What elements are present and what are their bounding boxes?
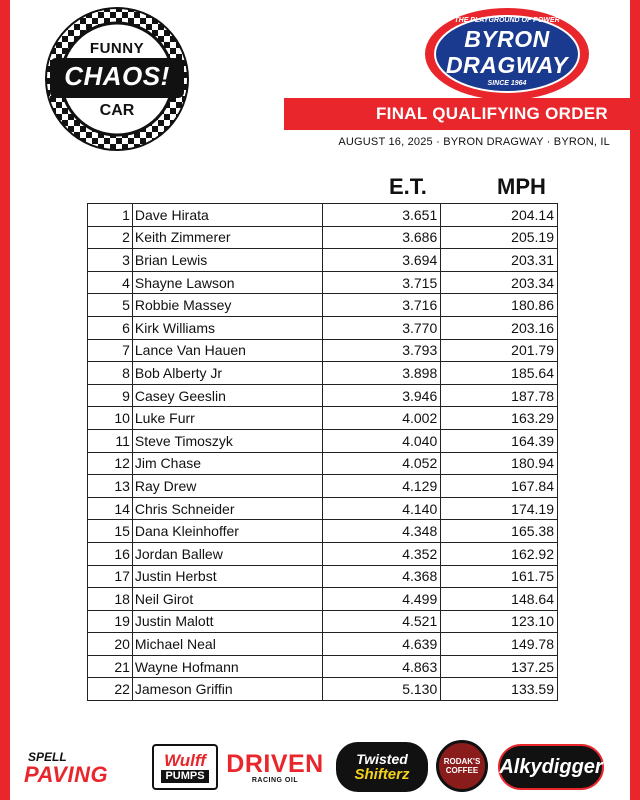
mph-cell: 187.78 (441, 384, 558, 407)
mph-cell: 205.19 (441, 226, 558, 249)
et-cell: 4.521 (322, 610, 441, 633)
wulff-logo-line1: Wulff (164, 750, 206, 770)
et-cell: 3.686 (322, 226, 441, 249)
table-row (88, 294, 558, 317)
mph-cell: 180.86 (441, 294, 558, 317)
mph-cell: 161.75 (441, 565, 558, 588)
driver-name-cell: Lance Van Hauen (132, 339, 322, 362)
position-cell: 13 (88, 475, 133, 498)
table-row (88, 633, 558, 656)
et-cell: 4.140 (322, 497, 441, 520)
spell-logo-line2: PAVING (24, 762, 109, 787)
table-row (88, 429, 558, 452)
position-cell: 22 (88, 678, 133, 701)
et-cell: 3.898 (322, 362, 441, 385)
driver-name-cell: Kirk Williams (132, 316, 322, 339)
et-cell: 4.040 (322, 429, 441, 452)
position-cell: 5 (88, 294, 133, 317)
mph-cell: 133.59 (441, 678, 558, 701)
byron-tagline: THE PLAYGROUND OF POWER (454, 17, 560, 24)
table-row (88, 271, 558, 294)
et-cell: 4.499 (322, 588, 441, 611)
driver-name-cell: Bob Alberty Jr (132, 362, 322, 385)
mph-cell: 165.38 (441, 520, 558, 543)
table-row (88, 407, 558, 430)
position-cell: 20 (88, 633, 133, 656)
driver-name-cell: Casey Geeslin (132, 384, 322, 407)
mph-cell: 149.78 (441, 633, 558, 656)
mph-cell: 174.19 (441, 497, 558, 520)
position-cell: 1 (88, 204, 133, 227)
table-row (88, 226, 558, 249)
et-cell: 4.052 (322, 452, 441, 475)
position-cell: 7 (88, 339, 133, 362)
alky-logo-text: Alkydigger (499, 755, 603, 778)
driver-name-cell: Brian Lewis (132, 249, 322, 272)
driver-name-cell: Steve Timoszyk (132, 429, 322, 452)
position-cell: 12 (88, 452, 133, 475)
table-row (88, 475, 558, 498)
position-cell: 6 (88, 316, 133, 339)
badge-line-funny: FUNNY (89, 40, 145, 57)
driver-name-cell: Chris Schneider (132, 497, 322, 520)
position-cell: 16 (88, 542, 133, 565)
position-cell: 17 (88, 565, 133, 588)
left-red-border (0, 0, 10, 800)
driven-racing-oil-logo (225, 748, 325, 786)
title-banner (284, 98, 630, 130)
table-row (88, 610, 558, 633)
right-red-border (630, 0, 640, 800)
position-cell: 19 (88, 610, 133, 633)
position-cell: 15 (88, 520, 133, 543)
twisted-shifterz-logo (336, 742, 428, 792)
mph-cell: 180.94 (441, 452, 558, 475)
table-row (88, 384, 558, 407)
mph-cell: 162.92 (441, 542, 558, 565)
rodaks-coffee-logo (436, 740, 488, 792)
qualifying-results-table (87, 203, 558, 701)
alkydigger-logo (498, 744, 604, 790)
mph-cell: 203.34 (441, 271, 558, 294)
mph-cell: 203.16 (441, 316, 558, 339)
position-cell: 18 (88, 588, 133, 611)
et-cell: 3.946 (322, 384, 441, 407)
driver-name-cell: Robbie Massey (132, 294, 322, 317)
wulff-pumps-logo (152, 744, 218, 790)
et-cell: 3.716 (322, 294, 441, 317)
table-row (88, 316, 558, 339)
byron-dragway-logo (423, 6, 591, 102)
table-row (88, 249, 558, 272)
mph-cell: 123.10 (441, 610, 558, 633)
rodak-logo-line1: RODAK'S (443, 757, 481, 766)
table-row (88, 497, 558, 520)
spell-paving-logo (24, 748, 146, 788)
wulff-logo-line2: PUMPS (161, 770, 208, 783)
badge-line-car: CAR (99, 102, 135, 119)
driver-name-cell: Jordan Ballew (132, 542, 322, 565)
et-cell: 4.129 (322, 475, 441, 498)
mph-cell: 167.84 (441, 475, 558, 498)
mph-cell: 201.79 (441, 339, 558, 362)
mph-cell: 137.25 (441, 655, 558, 678)
twisted-logo-line2: Shifterz (354, 765, 410, 783)
driven-logo-line2: RACING OIL (251, 776, 299, 784)
position-cell: 21 (88, 655, 133, 678)
mph-cell: 148.64 (441, 588, 558, 611)
et-cell: 3.793 (322, 339, 441, 362)
et-cell: 5.130 (322, 678, 441, 701)
table-row (88, 678, 558, 701)
driven-logo-line1: DRIVEN (226, 749, 324, 778)
driver-name-cell: Jameson Griffin (132, 678, 322, 701)
mph-cell: 203.31 (441, 249, 558, 272)
table-row (88, 542, 558, 565)
position-cell: 11 (88, 429, 133, 452)
spell-logo-line1: SPELL (28, 750, 67, 764)
event-date-location: AUGUST 16, 2025 · BYRON DRAGWAY · BYRON, IL (338, 136, 610, 148)
position-cell: 10 (88, 407, 133, 430)
driver-name-cell: Keith Zimmerer (132, 226, 322, 249)
table-row (88, 520, 558, 543)
position-cell: 3 (88, 249, 133, 272)
table-row (88, 655, 558, 678)
mph-cell: 164.39 (441, 429, 558, 452)
table-row (88, 565, 558, 588)
position-cell: 14 (88, 497, 133, 520)
mph-cell: 163.29 (441, 407, 558, 430)
driver-name-cell: Shayne Lawson (132, 271, 322, 294)
rodak-logo-line2: COFFEE (445, 766, 479, 775)
driver-name-cell: Justin Malott (132, 610, 322, 633)
driver-name-cell: Neil Girot (132, 588, 322, 611)
table-row (88, 588, 558, 611)
driver-name-cell: Ray Drew (132, 475, 322, 498)
et-cell: 4.863 (322, 655, 441, 678)
et-cell: 3.770 (322, 316, 441, 339)
page-title: FINAL QUALIFYING ORDER (375, 104, 608, 123)
et-cell: 4.368 (322, 565, 441, 588)
mph-cell: 185.64 (441, 362, 558, 385)
et-cell: 4.352 (322, 542, 441, 565)
et-column-header: E.T. (389, 174, 427, 199)
position-cell: 2 (88, 226, 133, 249)
byron-name-line1: BYRON (464, 26, 550, 52)
position-cell: 8 (88, 362, 133, 385)
et-cell: 3.694 (322, 249, 441, 272)
driver-name-cell: Michael Neal (132, 633, 322, 656)
et-cell: 4.348 (322, 520, 441, 543)
et-cell: 4.002 (322, 407, 441, 430)
table-row (88, 204, 558, 227)
driver-name-cell: Dave Hirata (132, 204, 322, 227)
position-cell: 9 (88, 384, 133, 407)
table-row (88, 362, 558, 385)
et-cell: 3.651 (322, 204, 441, 227)
table-row (88, 339, 558, 362)
mph-cell: 204.14 (441, 204, 558, 227)
position-cell: 4 (88, 271, 133, 294)
table-row (88, 452, 558, 475)
funny-chaos-car-logo (44, 6, 190, 152)
byron-since: SINCE 1964 (487, 80, 527, 87)
driver-name-cell: Jim Chase (132, 452, 322, 475)
driver-name-cell: Dana Kleinhoffer (132, 520, 322, 543)
driver-name-cell: Justin Herbst (132, 565, 322, 588)
byron-name-line2: DRAGWAY (446, 52, 568, 78)
mph-column-header: MPH (497, 174, 546, 199)
driver-name-cell: Wayne Hofmann (132, 655, 322, 678)
et-cell: 3.715 (322, 271, 441, 294)
twisted-logo-line1: Twisted (356, 750, 408, 767)
results-body (88, 204, 558, 701)
et-cell: 4.639 (322, 633, 441, 656)
badge-line-chaos: CHAOS! (64, 61, 170, 91)
driver-name-cell: Luke Furr (132, 407, 322, 430)
